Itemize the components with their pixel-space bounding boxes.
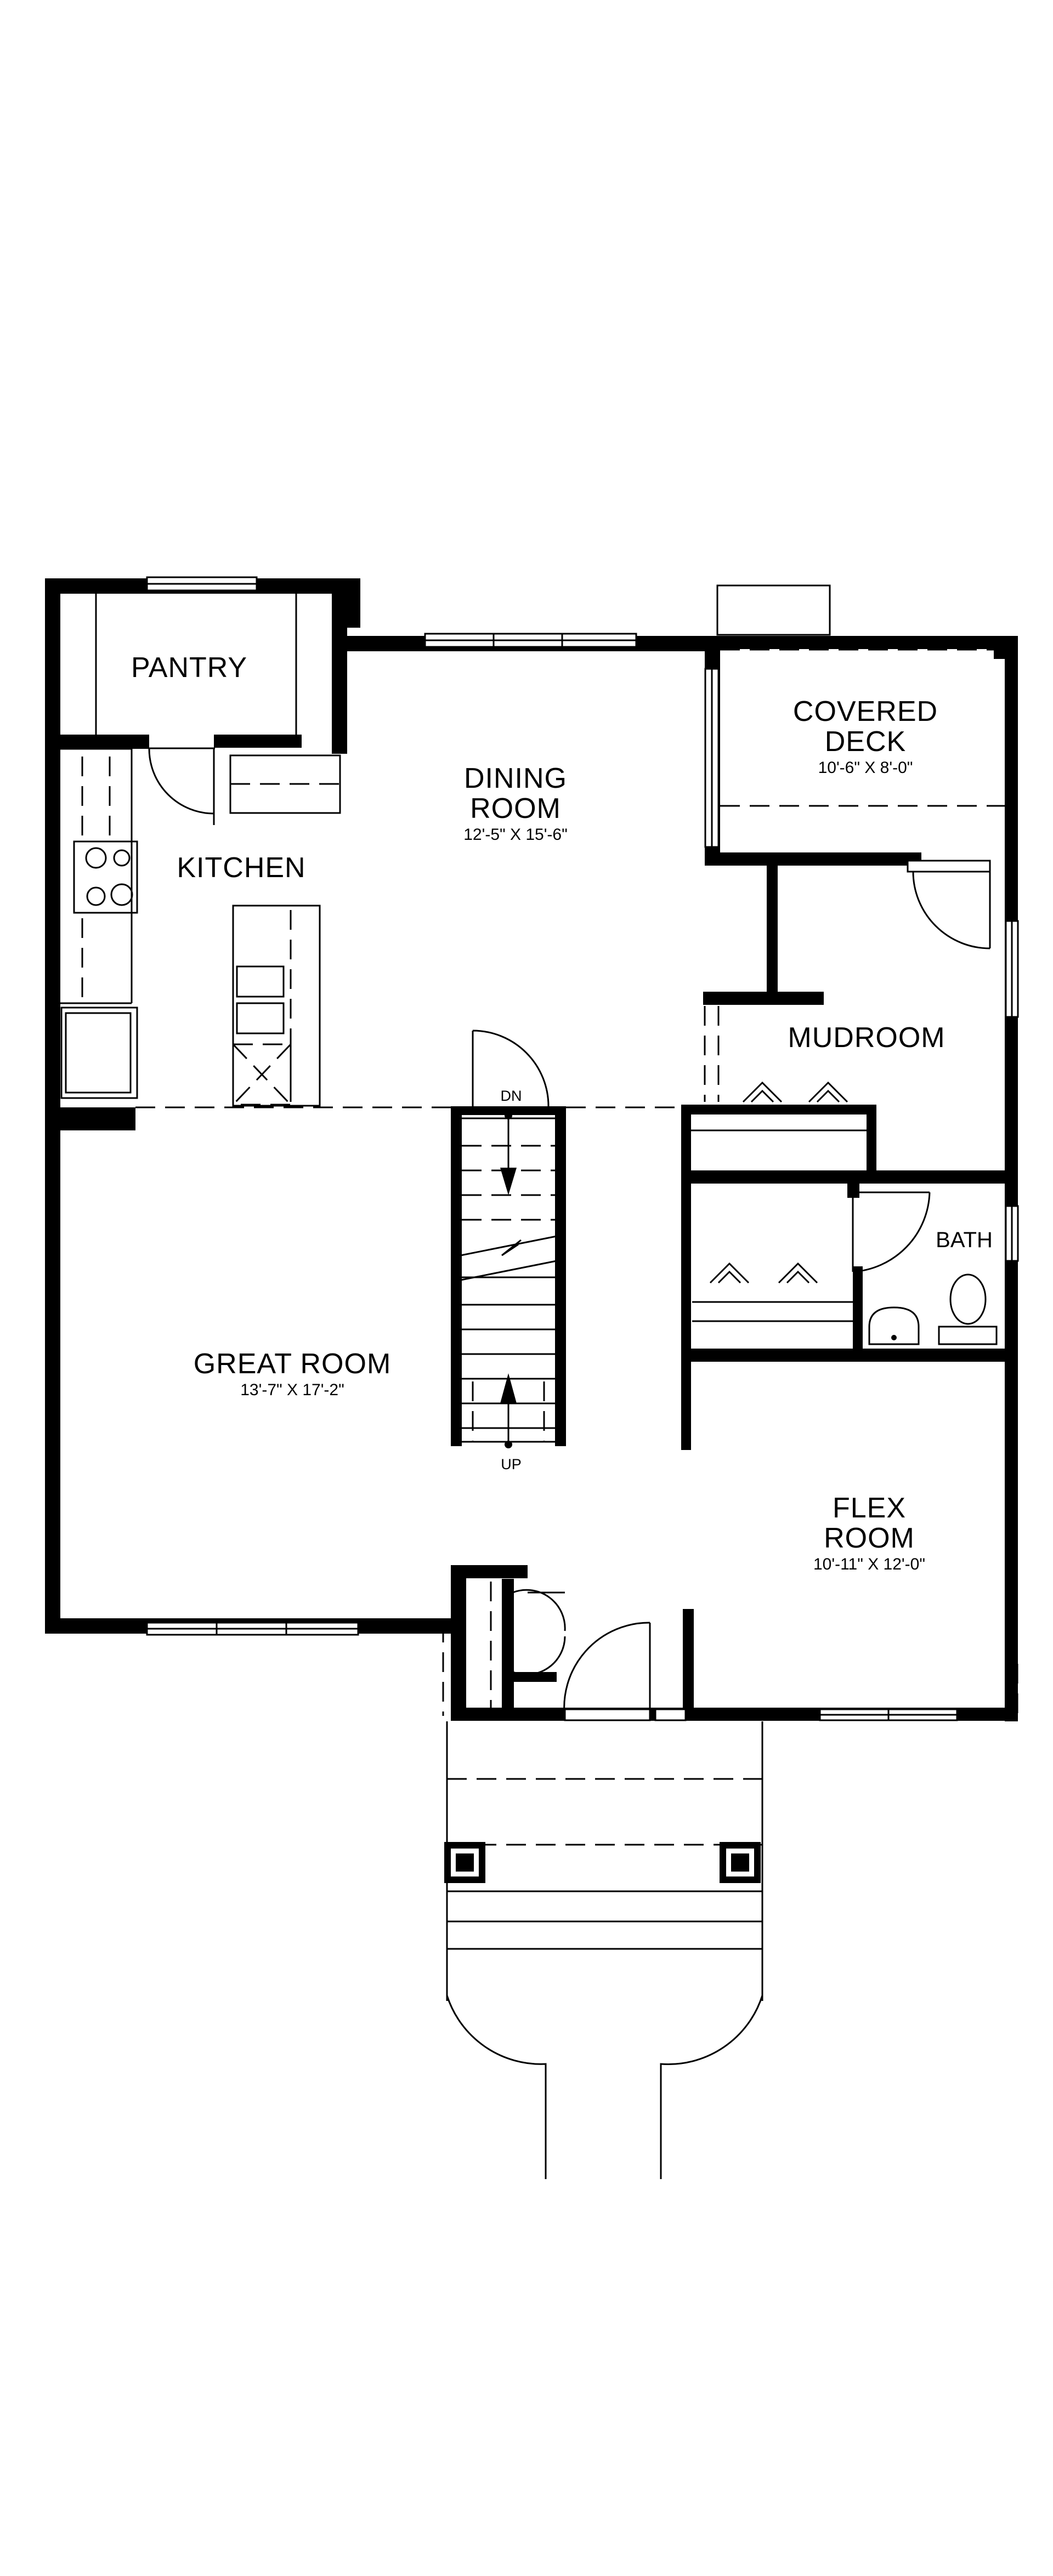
porch-walkway <box>444 1721 762 2179</box>
flex-room-dimensions: 10'-11" X 12'-0" <box>813 1555 925 1573</box>
stairs-up-label: UP <box>501 1456 522 1472</box>
great-room-label: GREAT ROOM <box>193 1348 392 1380</box>
covered-deck-label-line2: DECK <box>824 726 907 758</box>
dining-room-label-line2: ROOM <box>470 793 561 824</box>
stairs-down-label: DN <box>500 1088 522 1104</box>
toilet <box>950 1275 986 1324</box>
room-dividers <box>135 1006 718 1280</box>
sink <box>237 966 284 997</box>
kitchen-label: KITCHEN <box>177 852 306 884</box>
mudroom-label: MUDROOM <box>788 1022 946 1054</box>
covered-deck-dimensions: 10'-6" X 8'-0" <box>818 759 913 777</box>
covered-deck-label: COVERED <box>792 696 938 727</box>
kitchen-island <box>233 906 320 1106</box>
dining-room-label: DINING <box>464 763 567 794</box>
entry-fixtures <box>443 1582 1017 1720</box>
pantry-label: PANTRY <box>131 652 248 684</box>
refrigerator <box>61 1008 137 1098</box>
window <box>908 861 990 872</box>
flex-room-label: FLEX <box>832 1492 907 1524</box>
sink <box>237 1003 284 1033</box>
bath-label: BATH <box>936 1228 993 1252</box>
kitchen-fixtures <box>60 749 340 1106</box>
dining-room-dimensions: 12'-5" X 15'-6" <box>463 826 568 844</box>
pantry-shelving <box>96 594 296 825</box>
flex-room-label-line2: ROOM <box>824 1522 915 1554</box>
great-room-dimensions: 13'-7" X 17'-2" <box>240 1381 344 1399</box>
